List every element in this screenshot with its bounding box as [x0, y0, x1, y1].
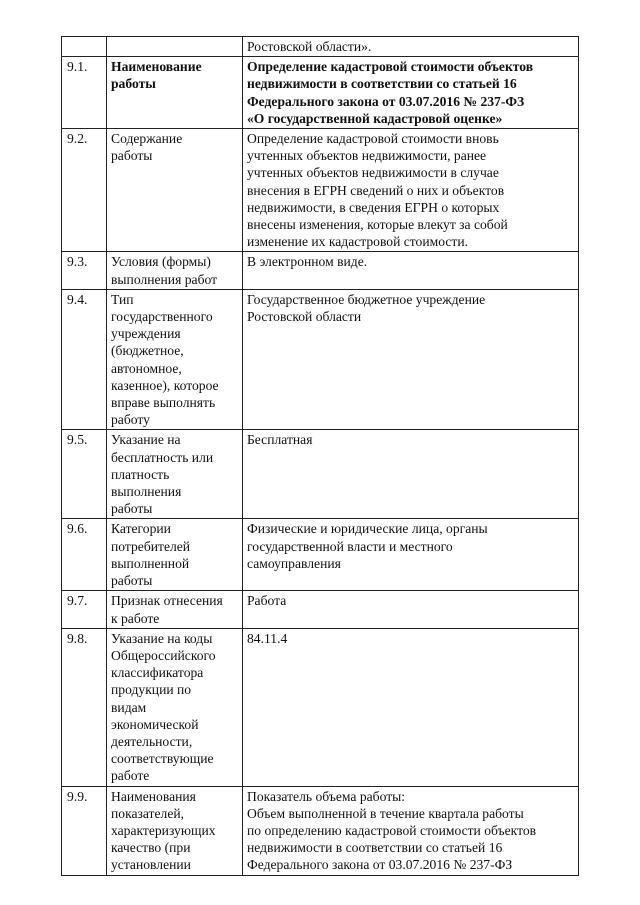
table-row-9-3: [62, 252, 579, 289]
document-table: [61, 36, 579, 876]
row-number-cell: 9.2.: [62, 129, 107, 252]
table-row-9-1: [62, 57, 579, 129]
row-value-cell: Показатель объема работы: Объем выполненной в течение квартала работы по определению кадастровой стоимости объектов недвижимости в соответствии со статьей 16 Федерального закона от 03.07.2016 № 237-ФЗ: [243, 786, 579, 875]
row-label-cell: Указание на бесплатность или платность выполнения работы: [107, 430, 243, 519]
table-row-9-7: [62, 591, 579, 628]
table-row-9-8: [62, 628, 579, 786]
row-label-cell: Наименование работы: [107, 57, 243, 129]
row-number-cell: 9.7.: [62, 591, 107, 628]
row-label-cell: [107, 37, 243, 57]
row-label-cell: Категории потребителей выполненной работы: [107, 519, 243, 591]
row-number-cell: 9.5.: [62, 430, 107, 519]
row-value-cell: В электронном виде.: [243, 252, 579, 289]
row-label-cell: Наименования показателей, характеризующих качество (при установлении: [107, 786, 243, 875]
row-number-cell: 9.9.: [62, 786, 107, 875]
row-label-cell: Тип государственного учреждения (бюджетное, автономное, казенное), которое вправе выполнять работу: [107, 289, 243, 430]
row-number-cell: [62, 37, 107, 57]
table-row-9-2: [62, 129, 579, 252]
row-number-cell: 9.1.: [62, 57, 107, 129]
row-label-cell: Содержание работы: [107, 129, 243, 252]
row-number-cell: 9.8.: [62, 628, 107, 786]
row-value-cell: Ростовской области».: [243, 37, 579, 57]
row-value-cell: Работа: [243, 591, 579, 628]
row-label-cell: Признак отнесения к работе: [107, 591, 243, 628]
row-value-cell: Физические и юридические лица, органы государственной власти и местного самоуправления: [243, 519, 579, 591]
row-number-cell: 9.4.: [62, 289, 107, 430]
row-value-cell: 84.11.4: [243, 628, 579, 786]
row-value-cell: Бесплатная: [243, 430, 579, 519]
row-value-cell: Определение кадастровой стоимости вновь учтенных объектов недвижимости, ранее учтенных объектов недвижимости в случае внесения в ЕГРН сведений о них и объектов недвижимости, в сведения ЕГРН о которых внесены изменения, которые влекут за собой изменение их кадастровой стоимости.: [243, 129, 579, 252]
row-number-cell: 9.6.: [62, 519, 107, 591]
table-row-9-6: [62, 519, 579, 591]
row-value-cell: Государственное бюджетное учреждение Ростовской области: [243, 289, 579, 430]
row-value-cell: Определение кадастровой стоимости объектов недвижимости в соответствии со статьей 16 Федерального закона от 03.07.2016 № 237-ФЗ «О государственной кадастровой оценке»: [243, 57, 579, 129]
row-number-cell: 9.3.: [62, 252, 107, 289]
table-row-9-4: [62, 289, 579, 430]
table-row-9-9: [62, 786, 579, 875]
table-row-continuation: [62, 37, 579, 57]
table-row-9-5: [62, 430, 579, 519]
row-label-cell: Указание на коды Общероссийского классификатора продукции по видам экономической деятельности, соответствующие работе: [107, 628, 243, 786]
row-label-cell: Условия (формы) выполнения работ: [107, 252, 243, 289]
